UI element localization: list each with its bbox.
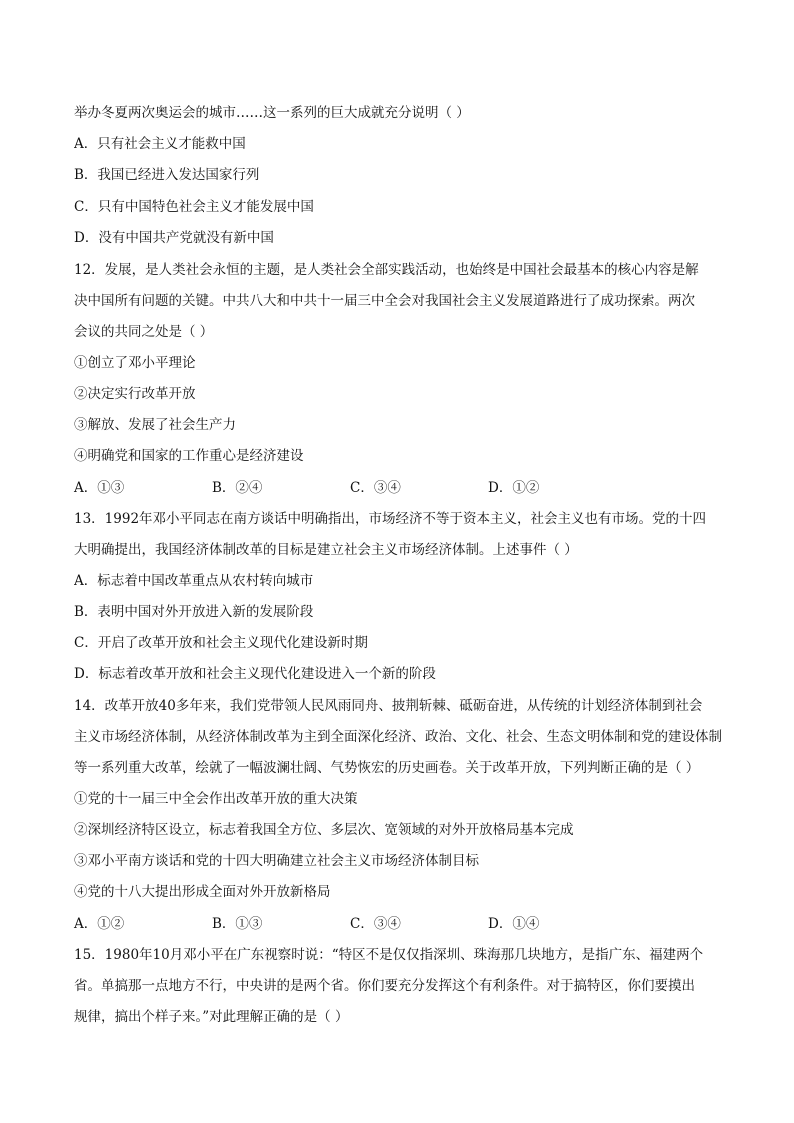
q12-option-c: C．③④ — [350, 480, 401, 496]
q14-stem-line-2: 主义市场经济体制，从经济体制改革为主到全面深化经济、政治、文化、社会、生态文明体制和党的建设体制 — [74, 729, 722, 745]
q12-option-d: D．①② — [488, 480, 540, 496]
q14-stem-line-3: 等一系列重大改革，绘就了一幅波澜壮阔、气势恢宏的历史画卷。关于改革开放，下列判断正确的是（ ） — [74, 760, 700, 776]
q14-option-b: B．①③ — [212, 916, 263, 932]
q13-option-d: D．标志着改革开放和社会主义现代化建设进入一个新的阶段 — [74, 666, 436, 682]
q11-stem-end: 举办冬夏两次奥运会的城市……这一系列的巨大成就充分说明（ ） — [74, 105, 470, 121]
q14-stem-line-1: 14．改革开放40多年来，我们党带领人民风雨同舟、披荆斩棘、砥砺奋进，从传统的计划经济体制到社会 — [74, 698, 703, 714]
q12-option-b: B．②④ — [212, 480, 263, 496]
q15-stem-line-2: 省。单搞那一点地方不行，中央讲的是两个省。你们要充分发挥这个有利条件。对于搞特区，你们要摸出 — [74, 978, 695, 994]
q14-option-d: D．①④ — [488, 916, 540, 932]
q14-item-3: ③邓小平南方谈话和党的十四大明确建立社会主义市场经济体制目标 — [74, 853, 479, 869]
q12-item-4: ④明确党和国家的工作重心是经济建设 — [74, 448, 304, 464]
q14-option-a: A．①② — [74, 916, 125, 932]
q13-option-a: A．标志着中国改革重点从农村转向城市 — [74, 573, 314, 589]
q13-stem-line-1: 13．1992年邓小平同志在南方谈话中明确指出，市场经济不等于资本主义，社会主义也有市场。党的十四 — [74, 511, 707, 527]
q12-item-2: ②决定实行改革开放 — [74, 386, 196, 402]
q12-stem-line-3: 会议的共同之处是（ ） — [74, 324, 214, 340]
q12-option-a: A．①③ — [74, 480, 125, 496]
q12-stem-line-1: 12．发展，是人类社会永恒的主题，是人类社会全部实践活动，也始终是中国社会最基本的核心内容是解 — [74, 262, 699, 278]
q11-option-a: A．只有社会主义才能救中国 — [74, 136, 246, 152]
q15-stem-line-1: 15．1980年10月邓小平在广东视察时说：“特区不是仅仅指深圳、珠海那几块地方，是指广东、福建两个 — [74, 947, 704, 963]
q12-item-3: ③解放、发展了社会生产力 — [74, 417, 236, 433]
q13-stem-line-2: 大明确提出，我国经济体制改革的目标是建立社会主义市场经济体制。上述事件（ ） — [74, 542, 578, 558]
q14-item-4: ④党的十八大提出形成全面对外开放新格局 — [74, 884, 331, 900]
q13-option-c: C．开启了改革开放和社会主义现代化建设新时期 — [74, 635, 368, 651]
q15-stem-line-3: 规律，搞出个样子来。”对此理解正确的是（ ） — [74, 1009, 349, 1025]
q14-item-2: ②深圳经济特区设立，标志着我国全方位、多层次、宽领域的对外开放格局基本完成 — [74, 822, 574, 838]
q12-stem-line-2: 决中国所有问题的关键。中共八大和中共十一届三中全会对我国社会主义发展道路进行了成功探索。两次 — [74, 293, 695, 309]
q11-option-c: C．只有中国特色社会主义才能发展中国 — [74, 199, 314, 215]
q13-option-b: B．表明中国对外开放进入新的发展阶段 — [74, 604, 314, 620]
q11-option-b: B．我国已经进入发达国家行列 — [74, 167, 260, 183]
q14-item-1: ①党的十一届三中全会作出改革开放的重大决策 — [74, 791, 358, 807]
q14-option-c: C．③④ — [350, 916, 401, 932]
q11-option-d: D．没有中国共产党就没有新中国 — [74, 230, 274, 246]
q12-item-1: ①创立了邓小平理论 — [74, 355, 196, 371]
